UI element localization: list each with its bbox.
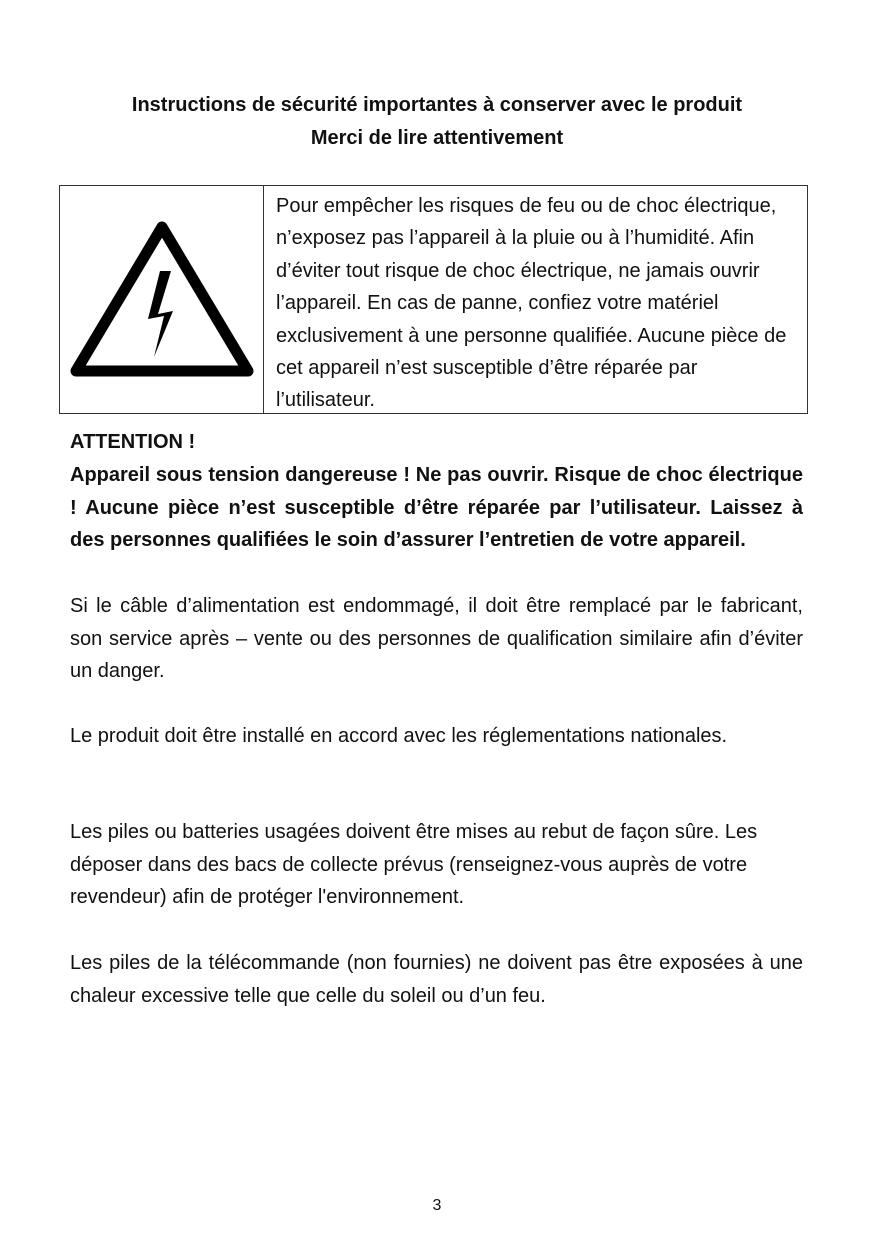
warning-text: Pour empêcher les risques de feu ou de choc électrique, n’exposez pas l’appareil à la pluie ou à l’humidité. Afin d’éviter tout risque de choc électrique, ne jamais ouvrir l’appareil. En cas de panne, confiez votre matériel exclusivement à une personne qualifiée. Aucune pièce de cet appareil n’est susceptible d’être réparée par l’utilisateur.	[276, 195, 787, 412]
installation-notice: Le produit doit être installé en accord avec les réglementations nationales.	[70, 725, 728, 747]
attention-heading: ATTENTION !	[70, 431, 196, 453]
power-cable-notice: Si le câble d’alimentation est endommagé, il doit être remplacé par le fabricant, son service après – vente ou des personnes de qualification similaire afin d’éviter un danger.	[70, 595, 803, 682]
page-number: 3	[432, 1197, 442, 1214]
battery-heat-notice: Les piles de la télécommande (non fournies) ne doivent pas être exposées à une chaleur excessive telle que celle du soleil ou d’un feu.	[70, 952, 803, 1007]
attention-warning-text: Appareil sous tension dangereuse ! Ne pas ouvrir. Risque de choc électrique ! Aucune pièce n’est susceptible d’être réparée par l’utilisateur. Laissez à des personnes qualifiées le soin d’assurer l’entretien de votre appareil.	[70, 464, 803, 551]
document-title: Instructions de sécurité importantes à conserver avec le produit	[131, 94, 743, 116]
document-subtitle: Merci de lire attentivement	[310, 127, 564, 149]
electrical-hazard-triangle-icon	[70, 221, 254, 379]
battery-disposal-notice: Les piles ou batteries usagées doivent être mises au rebut de façon sûre. Les déposer dans des bacs de collecte prévus (renseignez-vous auprès de votre revendeur) afin de protéger l'environnement.	[70, 821, 758, 908]
warning-icon-cell	[60, 186, 264, 413]
warning-table	[59, 185, 808, 414]
